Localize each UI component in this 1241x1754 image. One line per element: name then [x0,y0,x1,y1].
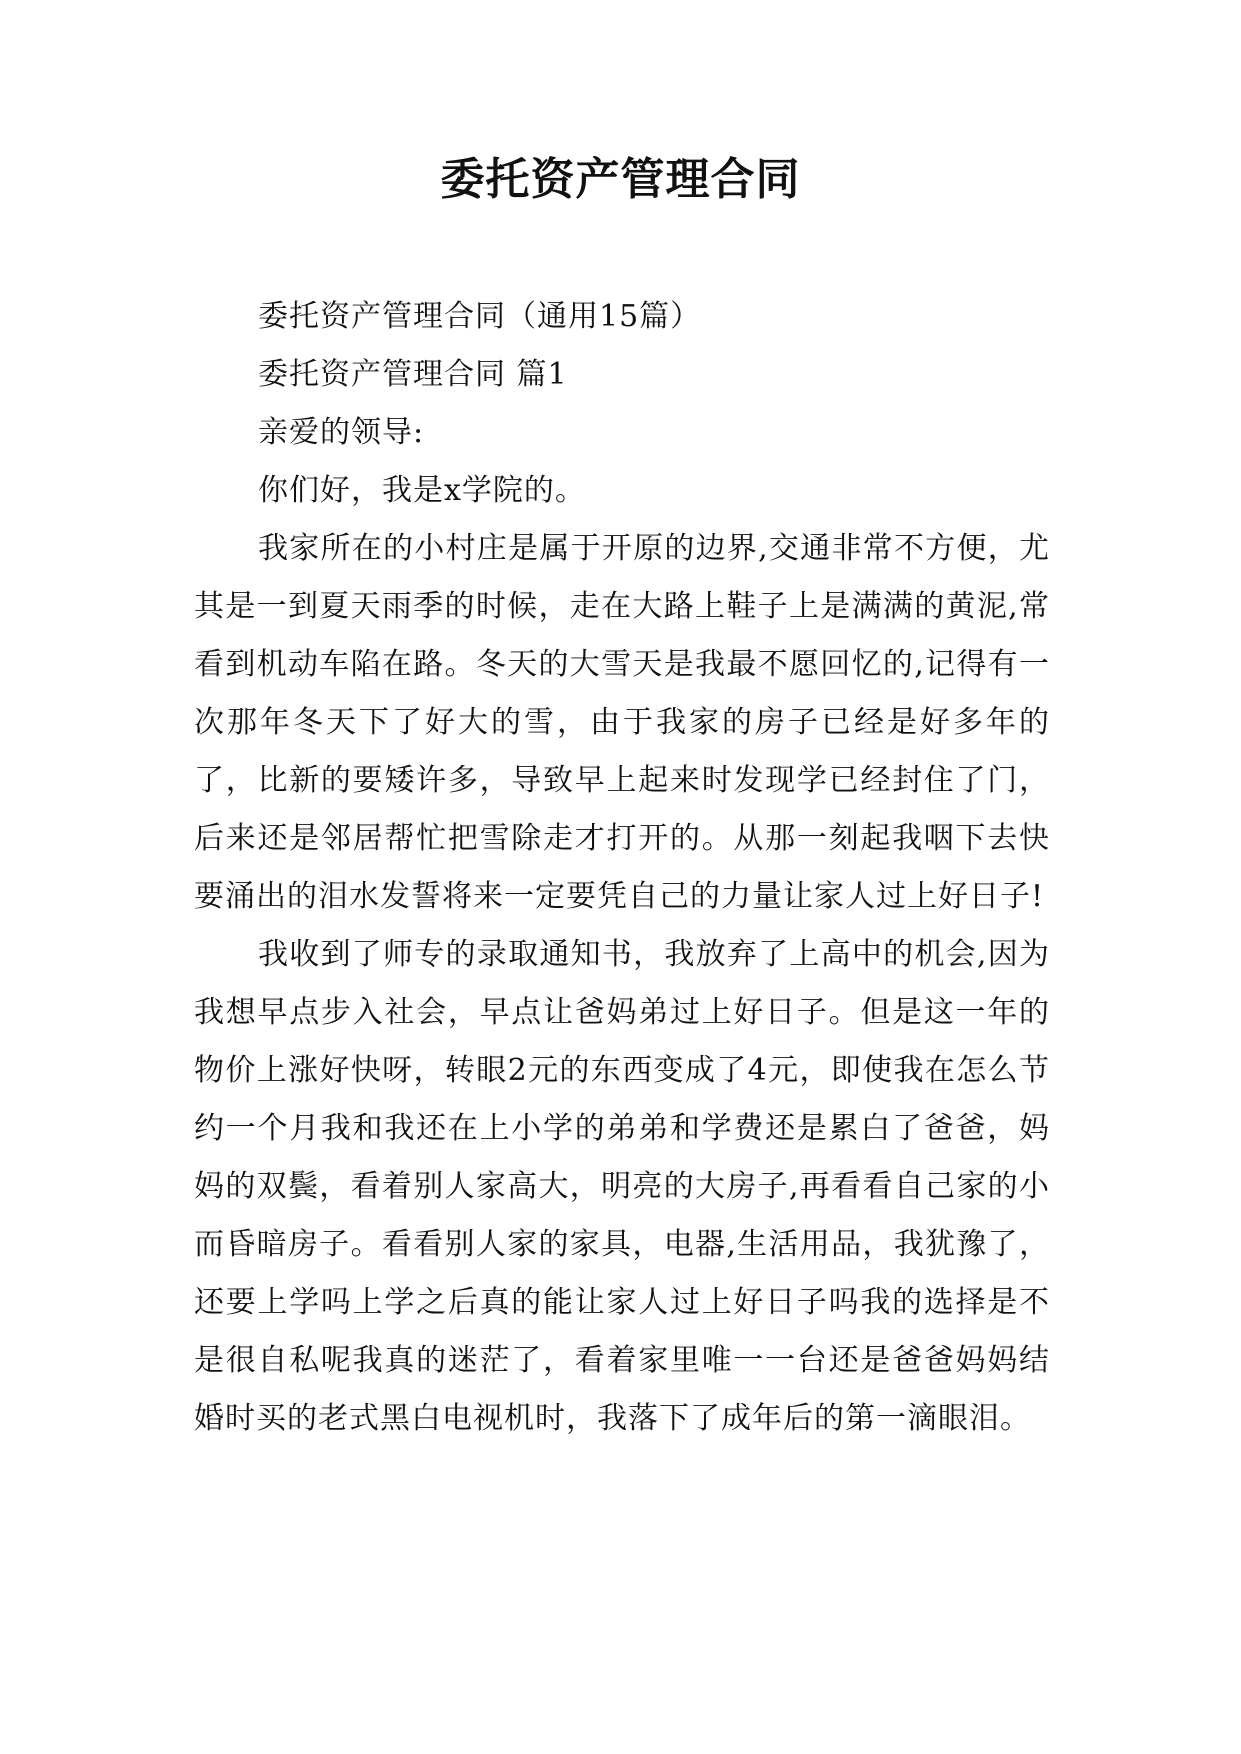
paragraph-section-heading: 委托资产管理合同 篇1 [258,357,568,392]
paragraph-salutation: 亲爱的领导: [258,415,425,450]
document-body [194,288,1050,1448]
paragraph-body-2: 我收到了师专的录取通知书，我放弃了上高中的机会,因为我想早点步入社会，早点让爸妈弟过上好日子。但是这一年的物价上涨好快呀，转眼2元的东西变成了4元，即使我在怎么节约一个月我和我还在上小学的弟弟和学费还是累白了爸爸，妈妈的双鬓，看着别人家高大，明亮的大房子,再看看自己家的小而昏暗房子。看看别人家的家具，电器,生活用品，我犹豫了，还要上学吗上学之后真的能让家人过上好日子吗我的选择是不是很自私呢我真的迷茫了，看着家里唯一一台还是爸爸妈妈结婚时买的老式黑白电视机时，我落下了成年后的第一滴眼泪。 [194,937,1050,1436]
document-title: 委托资产管理合同 [440,154,801,205]
paragraph-subtitle: 委托资产管理合同（通用15篇） [258,299,702,334]
paragraph-body-1: 我家所在的小村庄是属于开原的边界,交通非常不方便，尤其是一到夏天雨季的时候，走在大路上鞋子上是满满的黄泥,常看到机动车陷在路。冬天的大雪天是我最不愿回忆的,记得有一次那年冬天下了好大的雪，由于我家的房子已经是好多年的了，比新的要矮许多，导致早上起来时发现学已经封住了门，后来还是邻居帮忙把雪除走才打开的。从那一刻起我咽下去快要涌出的泪水发誓将来一定要凭自己的力量让家人过上好日子! [194,531,1050,914]
paragraph-greeting: 你们好，我是x学院的。 [258,473,586,508]
